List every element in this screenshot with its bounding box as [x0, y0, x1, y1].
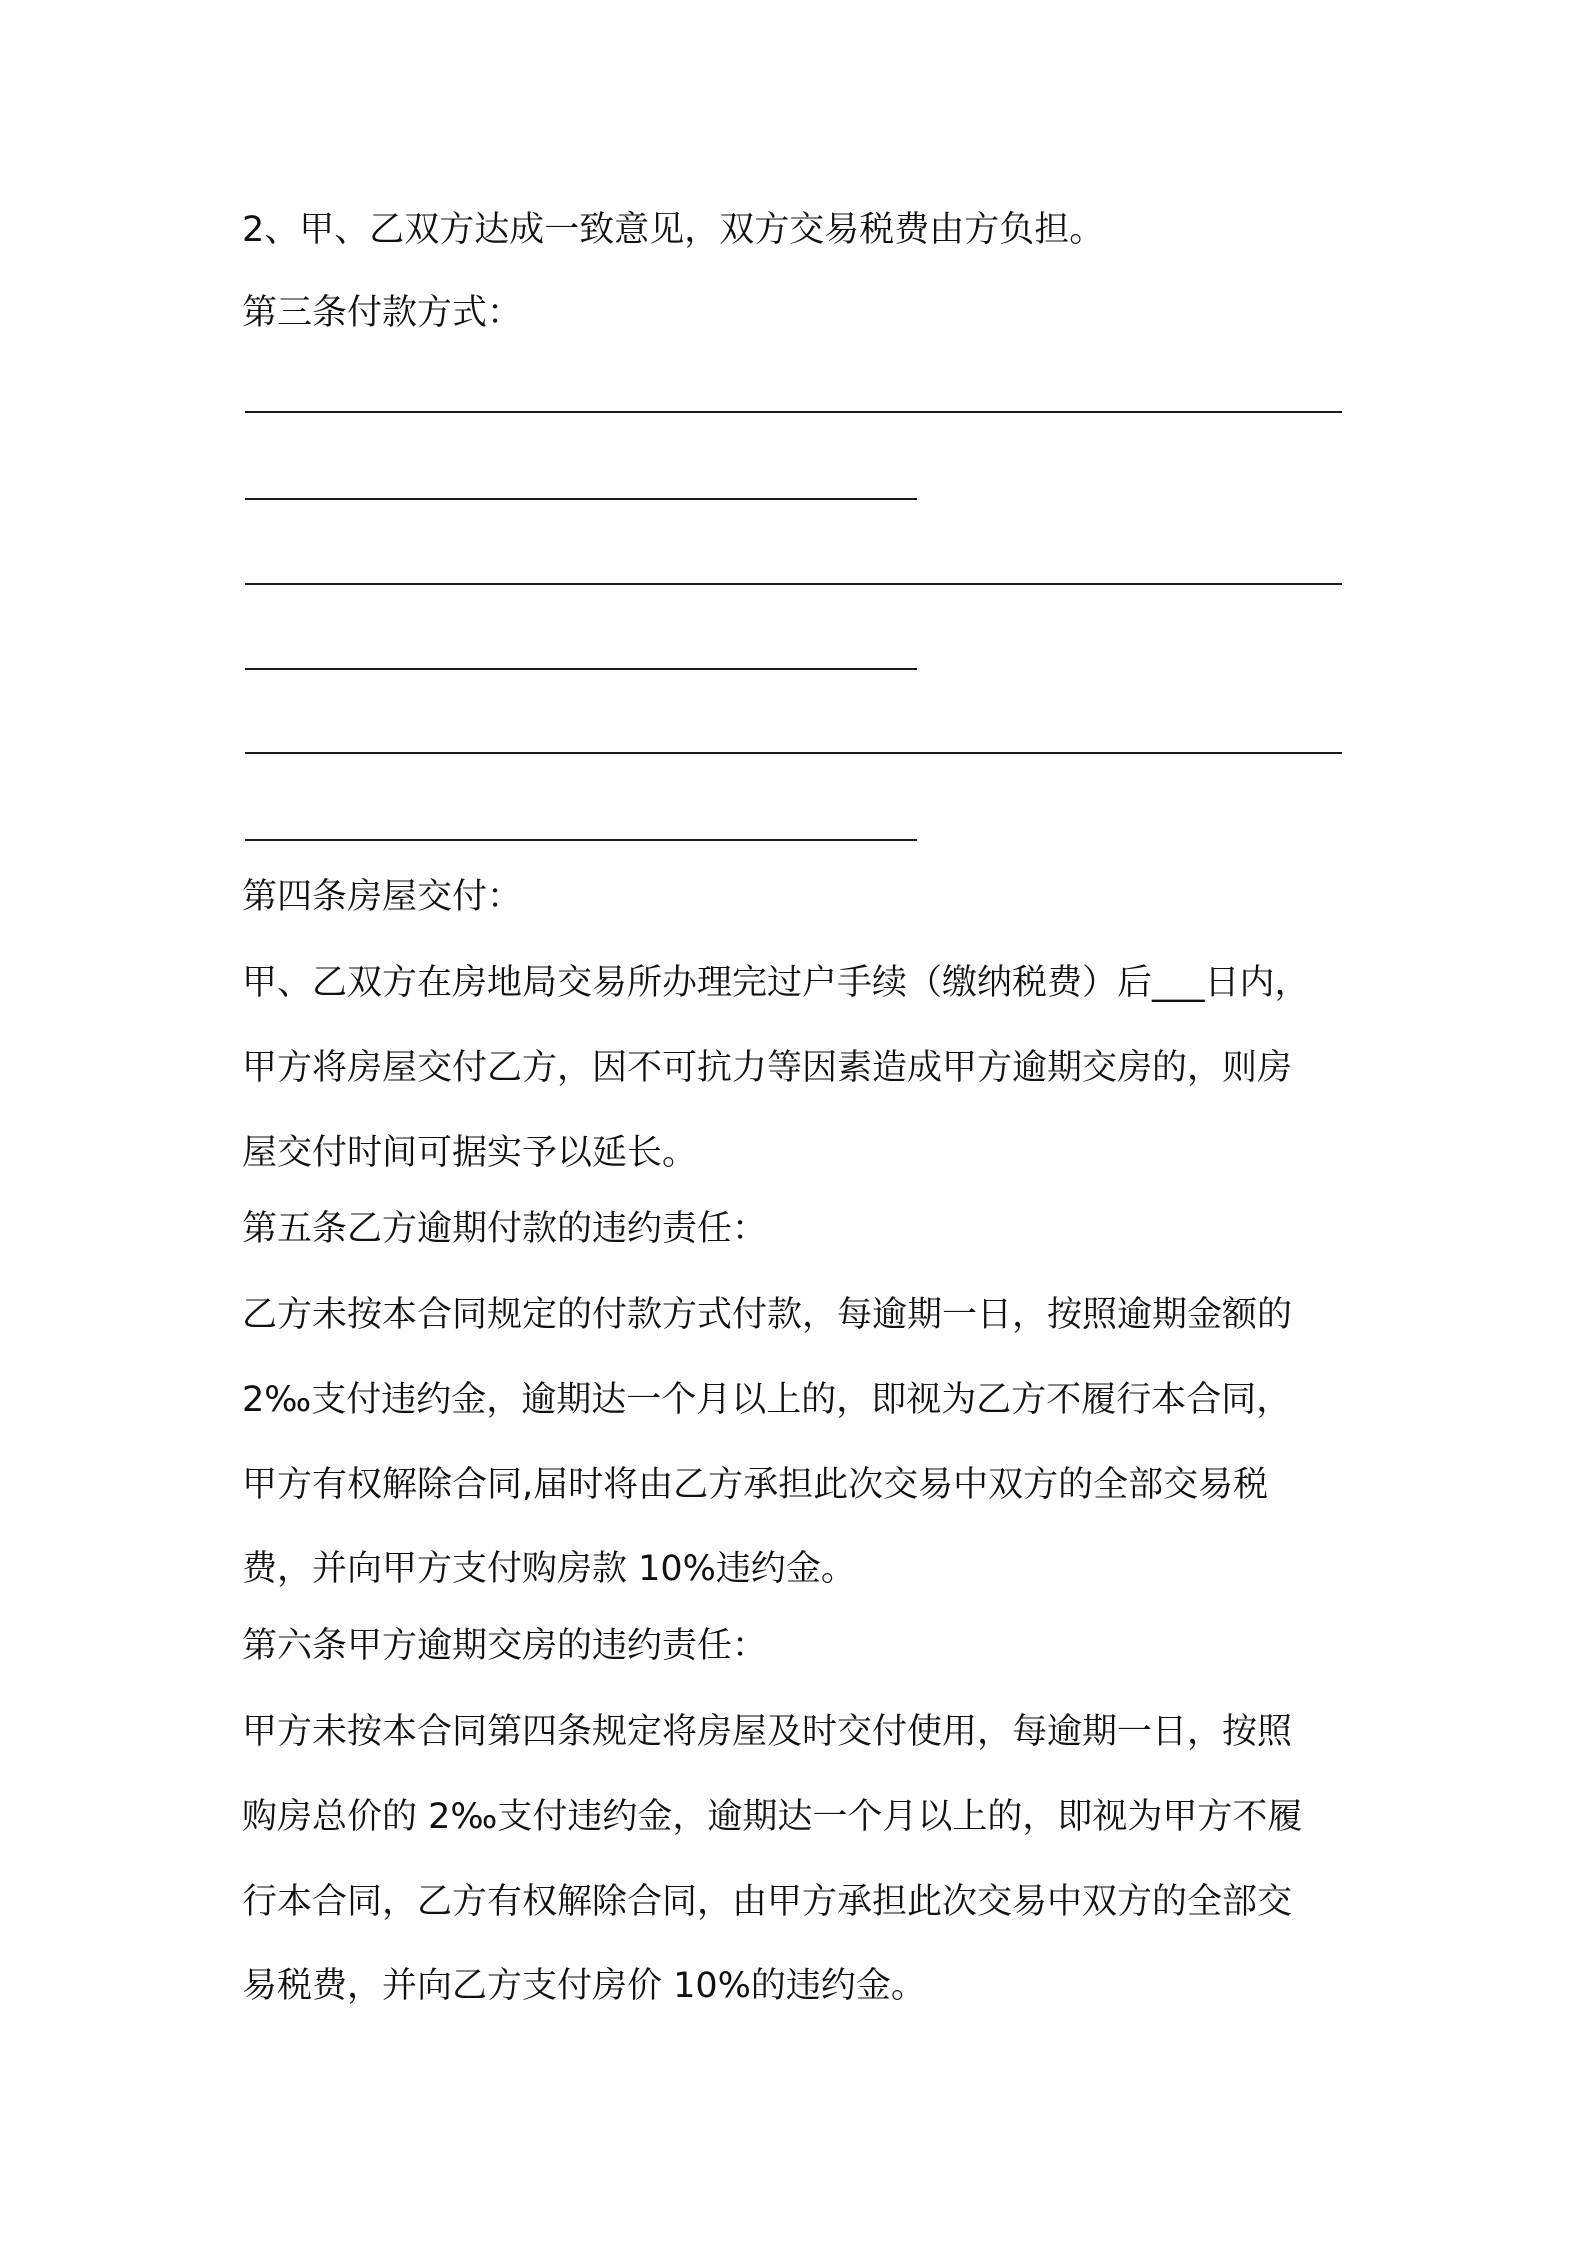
article-4-heading: 第四条房屋交付： — [242, 877, 523, 917]
article-5-text-line-2: 2‰支付违约金，逾期达一个月以上的，即视为乙方不履行本合同， — [242, 1380, 1292, 1420]
payment-blank-line-4 — [245, 668, 917, 670]
payment-blank-line-6 — [245, 839, 917, 841]
payment-blank-line-3 — [245, 583, 1342, 585]
article-5-text-line-4: 费，并向甲方支付购房款 10%违约金。 — [242, 1549, 856, 1589]
article-6-text-line-1: 甲方未按本合同第四条规定将房屋及时交付使用，每逾期一日，按照 — [242, 1712, 1293, 1752]
article-6-text-line-3: 行本合同，乙方有权解除合同，由甲方承担此次交易中双方的全部交 — [242, 1882, 1293, 1922]
article-4-text-line-1: 甲、乙双方在房地局交易所办理完过户手续（缴纳税费）后___日内， — [242, 963, 1310, 1003]
clause-2-tax-text: 2、甲、乙双方达成一致意见，双方交易税费由方负担。 — [242, 210, 1105, 250]
article-4-text-line-3: 屋交付时间可据实予以延长。 — [242, 1133, 698, 1173]
article-4-text-line-2: 甲方将房屋交付乙方，因不可抗力等因素造成甲方逾期交房的，则房 — [242, 1048, 1293, 1088]
article-6-heading: 第六条甲方逾期交房的违约责任： — [242, 1626, 768, 1666]
article-5-heading: 第五条乙方逾期付款的违约责任： — [242, 1209, 768, 1249]
article-5-text-line-1: 乙方未按本合同规定的付款方式付款，每逾期一日，按照逾期金额的 — [242, 1295, 1293, 1335]
payment-blank-line-2 — [245, 498, 917, 500]
payment-blank-line-5 — [245, 752, 1342, 754]
article-5-text-line-3: 甲方有权解除合同,届时将由乙方承担此次交易中双方的全部交易税 — [242, 1465, 1269, 1505]
article-3-heading: 第三条付款方式： — [242, 293, 523, 333]
article-6-text-line-2: 购房总价的 2‰支付违约金，逾期达一个月以上的，即视为甲方不履 — [242, 1797, 1303, 1837]
article-6-text-line-4: 易税费，并向乙方支付房价 10%的违约金。 — [242, 1966, 926, 2006]
payment-blank-line-1 — [245, 411, 1342, 413]
